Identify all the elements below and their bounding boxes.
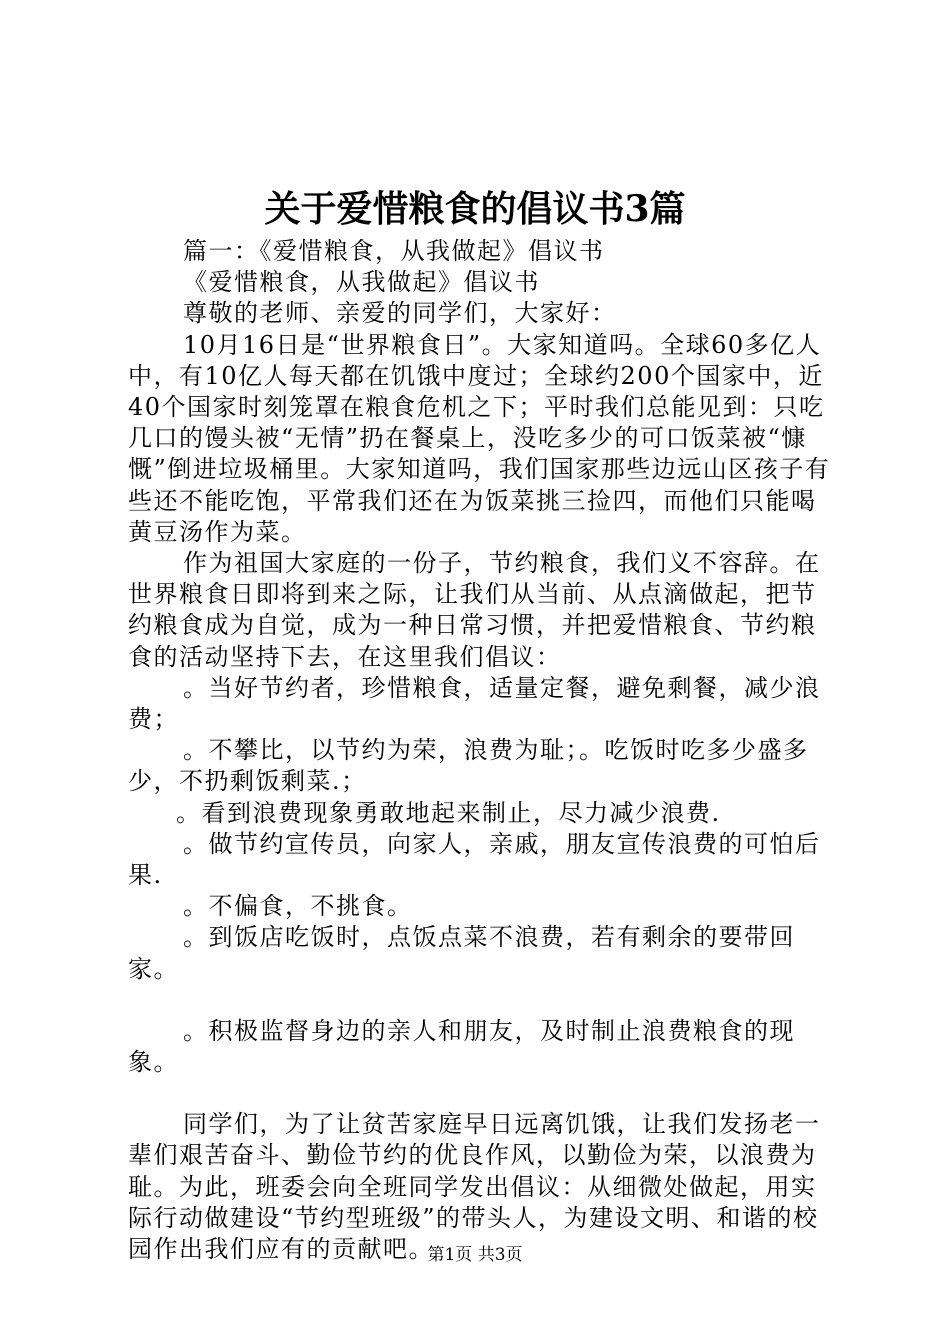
list-item: 。积极监督身边的亲人和朋友，及时制止浪费粮食的现象。	[128, 1016, 795, 1077]
list-item: 。看到浪费现象勇敢地起来制止，尽力减少浪费.	[176, 798, 721, 827]
page-number-footer: 第1页 共3页	[427, 1245, 523, 1265]
list-item: 。到饭店吃饭时，点饭点菜不浪费，若有剩余的要带回家。	[128, 923, 795, 983]
paragraph-intro: 10月16日是“世界粮食日”。大家知道吗。全球60多亿人中，有10亿人每天都在饥饿中度过；全球约200个国家中，近40个国家时刻笼罩在粮食危机之下；平时我们总能见到：只吃几口的馒头被“无情”扔在餐桌上，没吃多少的可口饭菜被“慷慨”倒进垃圾桶里。大家知道吗，我们国家那些边远山区孩子有些还不能吃饱，平常我们还在为饭菜挑三捡四，而他们只能喝黄豆汤作为菜。	[128, 330, 831, 546]
paragraph-call: 作为祖国大家庭的一份子，节约粮食，我们义不容辞。在世界粮食日即将到来之际，让我们从当前、从点滴做起，把节约粮食成为自觉，成为一种日常习惯，并把爱惜粮食、节约粮食的活动坚持下去，在这里我们倡议：	[128, 549, 821, 671]
paragraph-salutation: 尊敬的老师、亲爱的同学们，大家好：	[183, 299, 617, 328]
spacer	[128, 1078, 838, 1109]
spacer	[128, 985, 838, 1016]
list-item: 。不攀比，以节约为荣，浪费为耻；。吃饭时吃多少盛多少，不扔剩饭剩菜.；	[128, 736, 809, 796]
list-item: 。不偏食，不挑食。	[183, 892, 413, 921]
paragraph-closing: 同学们，为了让贫苦家庭早日远离饥饿，让我们发扬老一辈们艰苦奋斗、勤俭节约的优良作风，以勤俭为荣，以浪费为耻。为此，班委会向全班同学发出倡议：从细微处做起，用实际行动做建设“节约型班级”的带头人，为建设文明、和谐的校园作出我们应有的贡献吧。	[128, 1110, 821, 1264]
document-title: 关于爱惜粮食的倡议书3篇	[264, 188, 686, 230]
paragraph-subtitle: 《爱惜粮食，从我做起》倡议书	[183, 268, 540, 297]
paragraph-section-heading: 篇一：《爱惜粮食，从我做起》倡议书	[183, 237, 605, 265]
document-body	[128, 236, 838, 1265]
list-item: 。做节约宣传员，向家人，亲戚，朋友宣传浪费的可怕后果.	[128, 829, 821, 890]
list-item: 。当好节约者，珍惜粮食，适量定餐，避免剩餐，减少浪费；	[128, 673, 821, 734]
